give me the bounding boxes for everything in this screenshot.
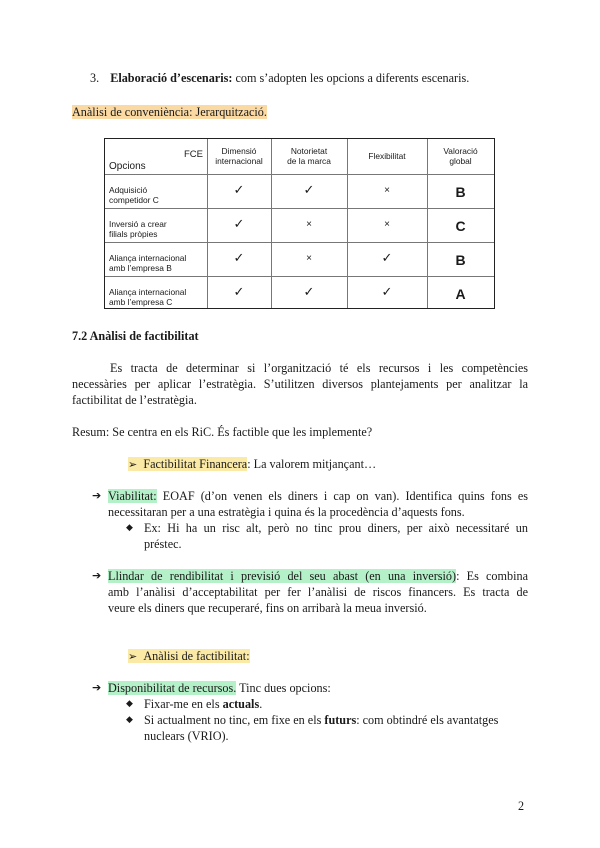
threshold-item: ➔ Llindar de rendibilitat i previsió del seu abast (en una inversió): Es combina amb l’anàlisi d’acceptabilitat per fer l’anàlisi de riscos financers. Es tracta de veure els diners que recuperaré, fins on arribarà la meua inversió.: [92, 569, 528, 615]
grade-value: B: [455, 252, 466, 268]
col-header-flexibilitat: Flexibilitat: [368, 151, 406, 161]
check-icon: ✓: [233, 216, 245, 231]
table-divider: [105, 242, 494, 243]
fce-table: [104, 138, 495, 309]
options-label: Opcions: [109, 161, 146, 172]
cross-icon: ×: [384, 219, 390, 230]
arrow-bullet-icon: ➔: [92, 569, 102, 582]
row-label: Inversió a crear filials pròpies: [109, 219, 167, 239]
list-item-3: [90, 70, 520, 86]
row-label: Aliança internacional amb l’empresa C: [109, 287, 187, 307]
triangle-bullet-icon: ➢: [128, 650, 138, 663]
feasibility-analysis-heading: ➢ Anàlisi de factibilitat:: [128, 649, 250, 663]
cross-icon: ×: [384, 185, 390, 196]
check-icon: ✓: [303, 182, 315, 197]
table-divider: [105, 276, 494, 277]
summary-text: Resum: Se centra en els RiC. És factible que les implemente?: [72, 425, 373, 439]
viability-item: ➔ Viabilitat: EOAF (d’on venen els diners i cap on van). Identifica quins fons es necessitaran per a una estratègia i quina és la procedència d’aquests fons. ◆ Ex: Hi ha un risc alt, però no tinc prou diners, per això necessitaré un préstec.: [92, 489, 528, 551]
col-header-dimensio: Dimensió internacional: [215, 146, 263, 166]
arrow-bullet-icon: ➔: [92, 681, 102, 694]
grade-value: A: [455, 286, 466, 302]
financial-feasibility-heading: ➢ Factibilitat Financera: La valorem mitjançant…: [128, 457, 377, 471]
item-text: com s’adopten les opcions a diferents escenaris.: [232, 71, 470, 85]
diamond-bullet-icon: ◆: [126, 715, 133, 725]
cross-icon: ×: [306, 219, 312, 230]
table-corner-cell: [105, 139, 207, 174]
row-label: Aliança internacional amb l’empresa B: [109, 253, 187, 273]
intro-paragraph: Es tracta de determinar si l’organització té els recursos i les competències necessàries per aplicar l’estratègia. S’utilitzen diversos plantejaments per analitzar la factibilitat de l’estratègia.: [72, 361, 528, 407]
check-icon: ✓: [303, 284, 315, 299]
check-icon: ✓: [381, 250, 393, 265]
table-divider: [105, 208, 494, 209]
check-icon: ✓: [233, 284, 245, 299]
check-icon: ✓: [233, 250, 245, 265]
diamond-bullet-icon: ◆: [126, 699, 133, 709]
triangle-bullet-icon: ➢: [128, 458, 138, 471]
grade-value: B: [455, 184, 466, 200]
resources-item: ➔ Disponibilitat de recursos. Tinc dues opcions: ◆ Fixar-me en els actuals. ◆ Si actualment no tinc, em fixe en els futurs: com obtindré els avantatges nuclears (VRIO).: [92, 681, 499, 743]
arrow-bullet-icon: ➔: [92, 489, 102, 502]
check-icon: ✓: [381, 284, 393, 299]
col-header-notorietat: Notorietat de la marca: [287, 146, 331, 166]
analysis-heading: Anàlisi de conveniència: Jerarquització.: [72, 105, 267, 119]
col-header-valoracio: Valoració global: [443, 146, 478, 166]
item-bold: Elaboració d’escenaris:: [110, 71, 233, 85]
diamond-bullet-icon: ◆: [126, 523, 133, 533]
grade-value: C: [455, 218, 466, 234]
check-icon: ✓: [233, 182, 245, 197]
fce-label: FCE: [184, 149, 203, 160]
table-divider: [105, 174, 494, 175]
row-label: Adquisició competidor C: [109, 185, 159, 205]
section-title: 7.2 Anàlisi de factibilitat: [72, 329, 199, 343]
page-number: 2: [518, 799, 525, 813]
cross-icon: ×: [306, 253, 312, 264]
item-number: 3.: [90, 71, 100, 85]
